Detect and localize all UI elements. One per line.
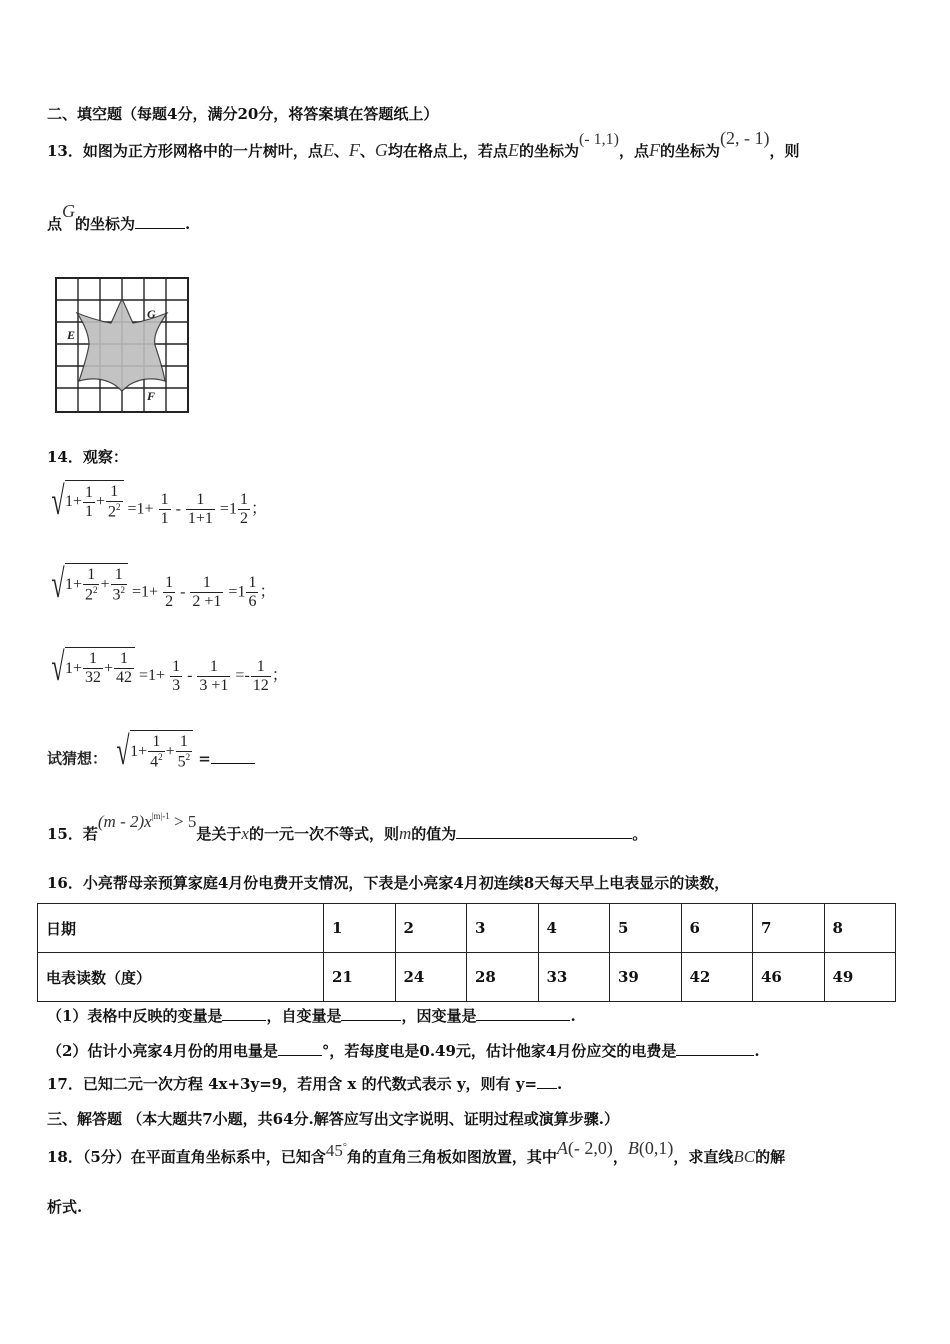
table-cell: 7 — [753, 904, 825, 953]
q18-text-2: 角的直角三角板如图放置，其中 — [346, 1148, 557, 1166]
q18-line1 — [47, 1138, 786, 1167]
table-cell: 6 — [681, 904, 753, 953]
fraction: $\frac{1}{6}$ — [248, 574, 257, 611]
q13-text-1: 13．如图为正方形网格中的一片树叶，点 — [47, 142, 323, 160]
coord-e: (- 1,1) — [578, 131, 619, 148]
point-e: E — [322, 140, 334, 160]
table-cell: 3 — [467, 904, 539, 953]
table-cell: 1 — [324, 904, 396, 953]
q13-line2 — [47, 201, 191, 234]
guess-equals: = — [198, 749, 211, 768]
var-m: m — [398, 824, 412, 843]
radical-icon: √ — [51, 644, 65, 689]
semicolon: ； — [259, 583, 276, 601]
fraction: $\frac{1}{3}$ — [172, 657, 181, 694]
table-cell: 2 — [395, 904, 467, 953]
line-bc: BC — [733, 1147, 756, 1166]
minus: - — [187, 667, 193, 684]
fraction: $\frac{1}{3 +1}$ — [199, 657, 229, 694]
fraction: $\frac{1}{4^2}$ — [150, 733, 163, 771]
equals: =1 — [219, 500, 237, 518]
equals: =- — [235, 667, 250, 684]
minus: - — [175, 500, 181, 518]
section-heading-solutions: 三、解答题 （本大题共7小题，共64分.解答应写出文字说明、证明过程或演算步骤.） — [47, 1110, 619, 1128]
q16-s1-text-a: （1）表格中反映的变量是 — [47, 1007, 223, 1025]
answer-blank-usage[interactable] — [278, 1055, 322, 1056]
q18-text-4: 的解 — [755, 1148, 786, 1166]
table-cell: 39 — [610, 953, 682, 1002]
point-g-ref: G — [62, 201, 76, 221]
radical-icon: √ — [51, 560, 65, 606]
fraction: $\frac{1}{32}$ — [84, 650, 101, 686]
q13-l2-a: 点 — [47, 215, 63, 233]
formula-row-3 — [47, 644, 288, 695]
q13-line1 — [47, 128, 800, 161]
sep: 、 — [359, 142, 375, 160]
answer-blank-q17[interactable] — [537, 1088, 557, 1089]
point-a-coord: A(- 2,0) — [556, 1138, 613, 1158]
equals: =1+ — [132, 583, 159, 601]
coord-f: (2, - 1) — [719, 128, 770, 148]
fraction: $\frac{1}{2 +1}$ — [192, 574, 222, 611]
table-row — [38, 904, 896, 953]
q16-s2-text-c: . — [754, 1042, 760, 1060]
point-e-ref: E — [507, 140, 519, 160]
table-cell: 24 — [395, 953, 467, 1002]
q17-end: . — [557, 1075, 563, 1093]
comma: ， — [612, 1148, 628, 1166]
q16-s1-text-d: . — [570, 1007, 576, 1025]
answer-blank-independent[interactable] — [341, 1020, 401, 1021]
sqrt: √ 1+ $\frac{1}{4^2}$ + $\frac{1}{5^2}$ — [112, 730, 193, 771]
formula-row-1 — [47, 477, 267, 528]
label-g: G — [147, 307, 156, 321]
semicolon: ； — [271, 667, 288, 684]
q13-text-4: ，点 — [618, 142, 649, 160]
q16-s2-text-b: °，若每度电是0.49元，估计他家4月份应交的电费是 — [321, 1042, 677, 1060]
var-x: x — [241, 824, 249, 843]
q13-text-3: 的坐标为 — [518, 142, 579, 160]
point-b-coord: B(0,1) — [627, 1138, 674, 1158]
radical-icon: √ — [51, 477, 65, 523]
table-cell: 46 — [753, 953, 825, 1002]
answer-blank-q14[interactable] — [211, 763, 255, 764]
term: 1+ — [64, 576, 82, 594]
term: 1+ — [64, 493, 82, 511]
q16-s1-text-b: ，自变量是 — [266, 1007, 342, 1025]
answer-blank-variable[interactable] — [222, 1020, 266, 1021]
q13-text-6: ，则 — [769, 142, 800, 160]
equals: =1 — [228, 583, 246, 601]
semicolon: ； — [250, 500, 267, 518]
fraction: $\frac{1}{2}$ — [165, 574, 174, 611]
q13-l2-b: 的坐标为 — [75, 215, 136, 233]
fraction: $\frac{1}{1+1}$ — [187, 491, 213, 528]
q15-text-2: 是关于 — [196, 825, 242, 843]
answer-blank-q15[interactable] — [456, 838, 632, 839]
fraction: $\frac{1}{12}$ — [252, 657, 269, 694]
section-heading-fill-in: 二、填空题（每题4分，满分20分，将答案填在答题纸上） — [47, 105, 439, 123]
minus: - — [180, 583, 186, 601]
guess-label: 试猜想： — [47, 749, 108, 768]
table-cell: 日期 — [38, 904, 324, 953]
q16-sub1 — [47, 1005, 576, 1026]
fraction: $\frac{1}{42}$ — [116, 650, 133, 686]
guess-row — [47, 727, 255, 773]
leaf-grid-figure — [55, 277, 191, 415]
q16-sub2 — [47, 1040, 760, 1061]
point-g: G — [374, 140, 388, 160]
q17-text: 17．已知二元一次方程 4x+3y=9，若用含 x 的代数式表示 y，则有 y= — [47, 1075, 538, 1093]
table-row — [38, 953, 896, 1002]
label-f: F — [147, 389, 156, 403]
equals: =1+ — [127, 500, 154, 518]
equals: =1+ — [139, 667, 166, 684]
fraction: $\frac{1}{1}$ — [84, 483, 93, 520]
q18-text-3: ，求直线 — [673, 1148, 734, 1166]
q15-text-4: 的值为 — [411, 825, 457, 843]
q17-line — [47, 1073, 562, 1094]
q16-intro: 16．小亮帮母亲预算家庭4月份电费开支情况，下表是小亮家4月初连续8天每天早上电表显示的读数， — [47, 874, 730, 892]
meter-reading-table — [37, 903, 896, 1002]
point-f: F — [348, 140, 360, 160]
q13-text-2: 均在格点上，若点 — [387, 142, 508, 160]
radical-icon: √ — [116, 727, 130, 773]
point-f-ref: F — [648, 140, 660, 160]
sep: 、 — [333, 142, 349, 160]
angle-45: 45° — [325, 1141, 347, 1160]
label-e: E — [67, 328, 76, 342]
q14-title: 14．观察： — [47, 448, 128, 466]
q13-l2-c: . — [185, 215, 191, 233]
answer-blank-fee[interactable] — [676, 1055, 754, 1056]
answer-blank-dependent[interactable] — [476, 1020, 570, 1021]
sqrt: √ 1+ $\frac{1}{1}$ + $\frac{1}{2^2}$ — [47, 480, 124, 521]
fraction: $\frac{1}{5^2}$ — [177, 733, 191, 771]
table-cell: 4 — [538, 904, 610, 953]
table-cell: 28 — [467, 953, 539, 1002]
formula-row-2 — [47, 560, 276, 611]
sqrt: √ 1+ $\frac{1}{2^2}$ + $\frac{1}{3^2}$ — [47, 563, 128, 604]
q18-text-1: 18．（5分）在平面直角坐标系中，已知含 — [47, 1148, 326, 1166]
table-cell: 49 — [824, 953, 896, 1002]
q18-line2: 析式. — [47, 1198, 83, 1216]
q16-s1-text-c: ，因变量是 — [401, 1007, 477, 1025]
q15-text-3: 的一元一次不等式，则 — [248, 825, 399, 843]
sqrt: √ 1+ $\frac{1}{32}$ + $\frac{1}{42}$ — [47, 647, 135, 687]
q15-expression: $(m - 2)x^{|m|-1} > 5$ — [97, 811, 197, 831]
term: 1+ — [64, 659, 82, 677]
table-cell: 33 — [538, 953, 610, 1002]
table-cell: 5 — [610, 904, 682, 953]
fraction: $\frac{1}{2^2}$ — [108, 483, 121, 521]
fraction: $\frac{1}{1}$ — [160, 491, 169, 528]
q15-end: 。 — [632, 825, 648, 843]
table-cell: 42 — [681, 953, 753, 1002]
table-cell: 电表读数（度） — [38, 953, 324, 1002]
fraction: $\frac{1}{3^2}$ — [112, 566, 126, 604]
fraction: $\frac{1}{2^2}$ — [84, 566, 98, 604]
fraction: $\frac{1}{2}$ — [239, 491, 248, 528]
q15-text-1: 15．若 — [47, 825, 98, 843]
term: 1+ — [130, 743, 148, 761]
answer-blank-q13[interactable] — [135, 228, 185, 229]
q16-s2-text-a: （2）估计小亮家4月份的用电量是 — [47, 1042, 278, 1060]
q15-line — [47, 811, 648, 844]
table-cell: 8 — [824, 904, 896, 953]
q13-text-5: 的坐标为 — [659, 142, 720, 160]
table-cell: 21 — [324, 953, 396, 1002]
